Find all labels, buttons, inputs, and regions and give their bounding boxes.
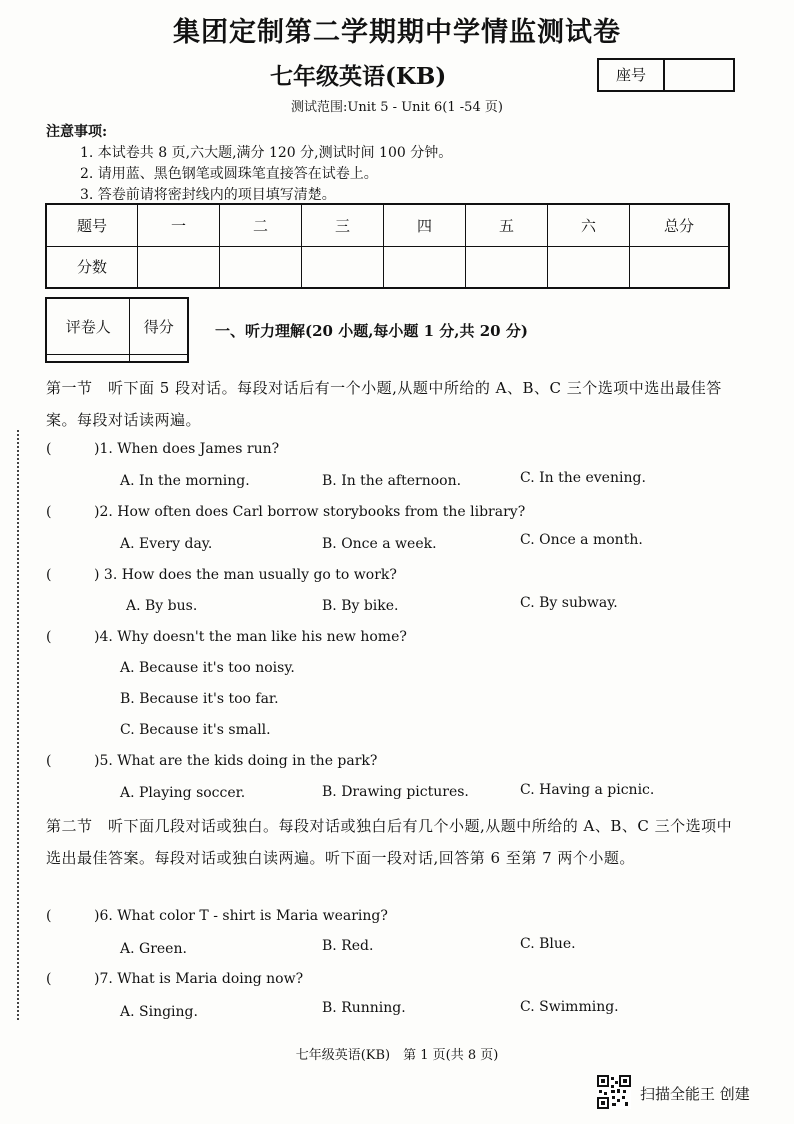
note-item: 2. 请用蓝、黑色钢笔或圆珠笔直接答在试卷上。	[80, 166, 378, 182]
section-instructions: 第一节 听下面 5 段对话。每段对话后有一个小题,从题中所给的 A、B、C 三个选项中选出最佳答案。每段对话读两遍。	[46, 379, 722, 429]
score-blank-cell[interactable]	[630, 246, 730, 288]
score-blank-cell[interactable]	[466, 246, 548, 288]
option-a: A. Playing soccer.	[120, 785, 246, 801]
exam-title: 集团定制第二学期期中学情监测试卷	[173, 17, 621, 48]
option-b: B. Red.	[322, 938, 374, 954]
score-header-cell: 五	[466, 204, 548, 246]
question-stem	[46, 629, 407, 645]
option-a: A. Every day.	[120, 536, 213, 552]
answer-paren[interactable]: (	[46, 971, 52, 987]
option-b: B. Once a week.	[322, 536, 437, 552]
seat-number-box	[597, 58, 735, 92]
option-c: C. Blue.	[520, 936, 576, 952]
subject-title: 七年级英语(KB)	[270, 63, 447, 90]
answer-paren[interactable]: (	[46, 504, 52, 520]
score-header-cell: 一	[138, 204, 220, 246]
question-text: )2. How often does Carl borrow storybooks from the library?	[94, 504, 526, 520]
option-a: A. Green.	[120, 941, 187, 957]
section-instructions: 第二节 听下面几段对话或独白。每段对话或独白后有几个小题,从题中所给的 A、B、C 三个选项中选出最佳答案。每段对话或独白读两遍。听下面一段对话,回答第 6 至第 7 两个小题。	[46, 817, 733, 867]
grader-table	[45, 297, 189, 363]
question-stem	[46, 971, 303, 987]
reviewer-label: 评卷人	[46, 298, 130, 354]
notes-heading: 注意事项:	[46, 124, 108, 140]
answer-paren[interactable]: (	[46, 441, 52, 457]
option-a: A. By bus.	[126, 598, 198, 614]
test-scope: 测试范围:Unit 5 - Unit 6(1 -54 页)	[291, 100, 503, 115]
option-c: C. Once a month.	[520, 532, 643, 548]
score-header-cell: 二	[220, 204, 302, 246]
question-text: )4. Why doesn't the man like his new home?	[94, 629, 407, 645]
note-item: 3. 答卷前请将密封线内的项目填写清楚。	[80, 187, 336, 203]
question-text: )6. What color T - shirt is Maria wearing?	[94, 908, 388, 924]
option-a: A. In the morning.	[120, 473, 250, 489]
question-stem	[46, 504, 525, 520]
grader-score-blank[interactable]	[130, 354, 188, 362]
score-row-label: 分数	[46, 246, 138, 288]
option-c: C. By subway.	[520, 595, 618, 611]
qr-code-icon	[597, 1075, 631, 1109]
score-header-cell: 题号	[46, 204, 138, 246]
question-text: )5. What are the kids doing in the park?	[94, 753, 378, 769]
answer-paren[interactable]: (	[46, 753, 52, 769]
score-table	[45, 203, 730, 289]
question-text: )1. When does James run?	[94, 441, 280, 457]
question-stem	[46, 567, 397, 583]
score-blank-cell[interactable]	[302, 246, 384, 288]
question-stem	[46, 753, 377, 769]
binding-line	[17, 430, 19, 1020]
scanner-watermark: 扫描全能王 创建	[640, 1085, 750, 1103]
answer-paren[interactable]: (	[46, 567, 52, 583]
reviewer-blank[interactable]	[46, 354, 130, 362]
option-b: B. In the afternoon.	[322, 473, 462, 489]
option-c: C. Having a picnic.	[520, 782, 655, 798]
score-header-cell: 六	[548, 204, 630, 246]
question-stem	[46, 908, 388, 924]
page-footer: 七年级英语(KB) 第 1 页(共 8 页)	[295, 1048, 499, 1063]
question-stem	[46, 441, 279, 457]
option-a: A. Singing.	[120, 1004, 198, 1020]
answer-paren[interactable]: (	[46, 629, 52, 645]
option-b: B. Running.	[322, 1000, 406, 1016]
part-title: 一、听力理解(20 小题,每小题 1 分,共 20 分)	[215, 322, 528, 340]
seat-number-blank[interactable]	[665, 60, 733, 90]
answer-paren[interactable]: (	[46, 908, 52, 924]
option-b: B. Drawing pictures.	[322, 784, 469, 800]
score-header-cell: 总分	[630, 204, 730, 246]
question-text: ) 3. How does the man usually go to work?	[94, 567, 397, 583]
option-b: B. Because it's too far.	[120, 691, 279, 707]
score-blank-cell[interactable]	[220, 246, 302, 288]
score-blank-cell[interactable]	[548, 246, 630, 288]
score-header-cell: 四	[384, 204, 466, 246]
option-b: B. By bike.	[322, 598, 399, 614]
question-text: )7. What is Maria doing now?	[94, 971, 304, 987]
option-c: C. Because it's small.	[120, 722, 271, 738]
score-blank-cell[interactable]	[138, 246, 220, 288]
option-c: C. In the evening.	[520, 470, 646, 486]
option-a: A. Because it's too noisy.	[120, 660, 295, 676]
score-blank-cell[interactable]	[384, 246, 466, 288]
note-item: 1. 本试卷共 8 页,六大题,满分 120 分,测试时间 100 分钟。	[80, 145, 453, 161]
option-c: C. Swimming.	[520, 999, 619, 1015]
score-header-cell: 三	[302, 204, 384, 246]
seat-label: 座号	[599, 60, 665, 90]
grader-score-label: 得分	[130, 298, 188, 354]
